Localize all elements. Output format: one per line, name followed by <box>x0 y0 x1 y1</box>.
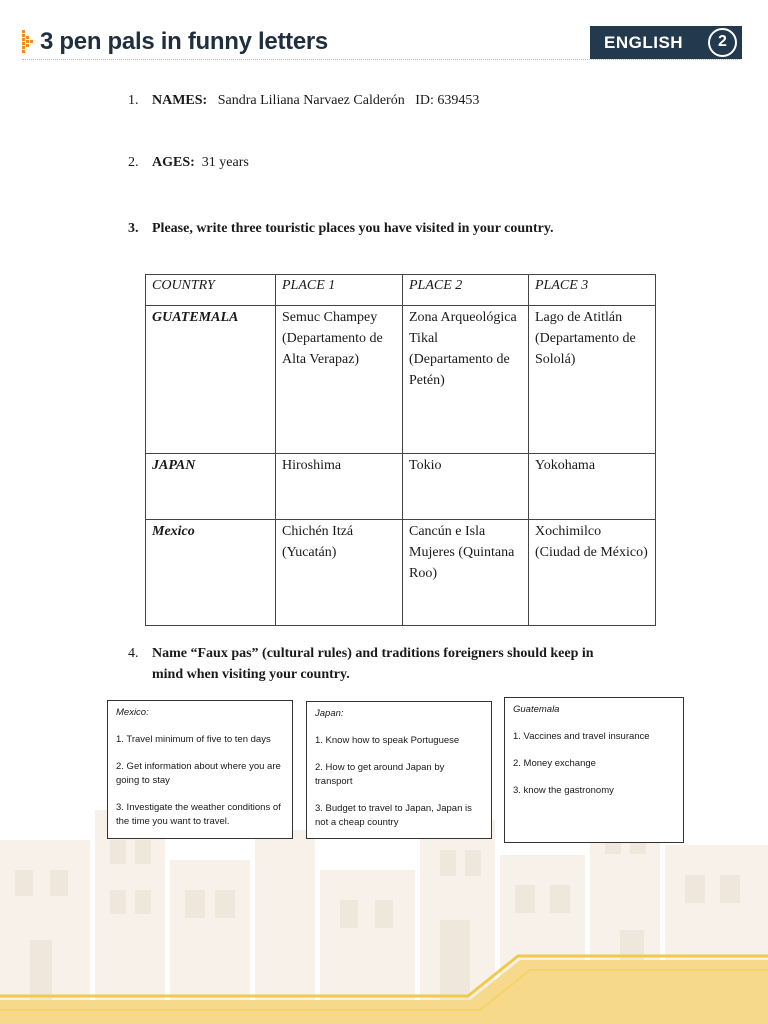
header-divider <box>22 59 740 60</box>
question-4 <box>128 643 648 685</box>
question-3 <box>128 218 554 239</box>
question-3-text: Please, write three touristic places you have visited in your country. <box>152 221 554 236</box>
mexico-faux-pas-box <box>107 700 293 839</box>
japan-faux-pas-box <box>306 701 492 839</box>
table-header-row <box>146 275 656 306</box>
box-title: Guatemala <box>513 704 560 715</box>
header-place-2: PLACE 2 <box>403 275 529 306</box>
box-item: 2. Get information about where you are going to stay <box>116 761 281 786</box>
country-cell: GUATEMALA <box>146 306 276 454</box>
header-place-1: PLACE 1 <box>276 275 403 306</box>
box-item: 1. Vaccines and travel insurance <box>513 731 650 742</box>
ages-item <box>128 152 249 173</box>
box-item: 3. Investigate the weather conditions of the time you want to travel. <box>116 802 281 827</box>
place-cell: Xochimilco (Ciudad de México) <box>529 520 656 626</box>
place-cell: Zona Arqueológica Tikal (Departamento de Petén) <box>403 306 529 454</box>
badge-label: ENGLISH <box>604 33 684 52</box>
place-cell: Cancún e Isla Mujeres (Quintana Roo) <box>403 520 529 626</box>
page-title: 3 pen pals in funny letters <box>40 28 328 55</box>
table-row <box>146 306 656 454</box>
box-item: 3. Budget to travel to Japan, Japan is not a cheap country <box>315 803 472 828</box>
box-item: 2. How to get around Japan by transport <box>315 762 445 787</box>
question-4-line-1: Name “Faux pas” (cultural rules) and traditions foreigners should keep in <box>152 646 594 661</box>
header-country: COUNTRY <box>146 275 276 306</box>
place-cell: Semuc Champey (Departamento de Alta Verapaz) <box>276 306 403 454</box>
ages-label: AGES: <box>152 155 195 170</box>
place-cell: Tokio <box>403 454 529 520</box>
box-title: Mexico: <box>116 707 149 718</box>
guatemala-faux-pas-box <box>504 697 684 843</box>
item-number: 1. <box>128 93 139 108</box>
item-number: 3. <box>128 221 139 236</box>
names-value: Sandra Liliana Narvaez Calderón ID: 639453 <box>217 93 480 108</box>
badge-number: 2 <box>718 33 727 50</box>
country-cell: JAPAN <box>146 454 276 520</box>
box-item: 3. know the gastronomy <box>513 785 614 796</box>
box-item: 1. Travel minimum of five to ten days <box>116 734 271 745</box>
place-cell: Chichén Itzá (Yucatán) <box>276 520 403 626</box>
english-level-badge <box>590 26 742 59</box>
place-cell: Lago de Atitlán (Departamento de Sololá) <box>529 306 656 454</box>
item-number: 2. <box>128 155 139 170</box>
item-number: 4. <box>128 646 139 661</box>
names-item <box>128 90 479 111</box>
level-number-icon <box>708 28 737 57</box>
country-cell: Mexico <box>146 520 276 626</box>
header-place-3: PLACE 3 <box>529 275 656 306</box>
box-item: 2. Money exchange <box>513 758 596 769</box>
table-row <box>146 454 656 520</box>
table-row <box>146 520 656 626</box>
place-cell: Yokohama <box>529 454 656 520</box>
header-accent-icon <box>22 30 29 54</box>
place-cell: Hiroshima <box>276 454 403 520</box>
box-item: 1. Know how to speak Portuguese <box>315 735 460 746</box>
places-table <box>145 274 656 626</box>
box-title: Japan: <box>315 708 344 719</box>
names-label: NAMES: <box>152 93 208 108</box>
ages-value: 31 years <box>201 155 249 170</box>
question-4-line-2: mind when visiting your country. <box>152 667 350 682</box>
